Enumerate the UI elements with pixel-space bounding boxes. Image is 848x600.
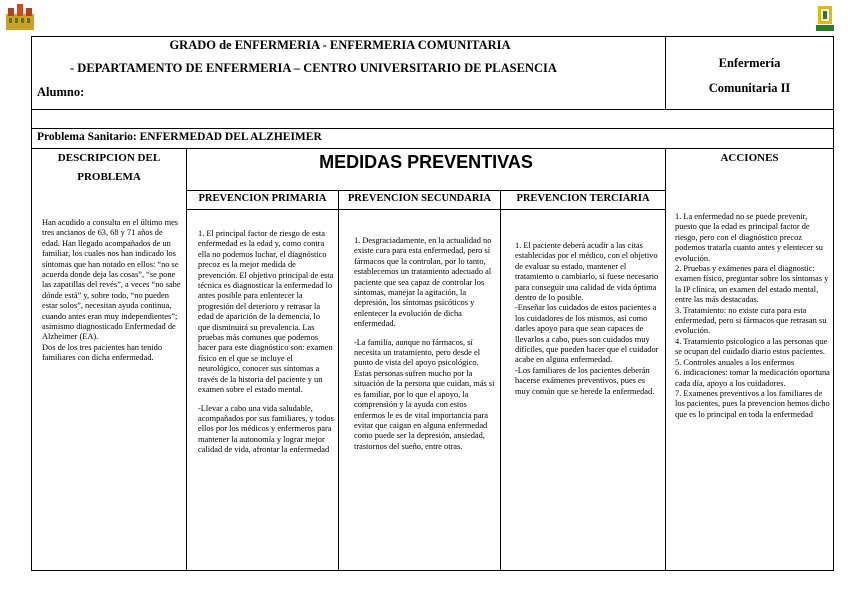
- secundaria-heading: PREVENCION SECUNDARIA: [347, 193, 492, 204]
- descripcion-heading-1: DESCRIPCION DEL: [57, 152, 161, 164]
- terciaria-paragraph-3: -Los familiares de los pacientes deberán hacerse exámenes preventivos, pues es muy común que se herede la enfermedad.: [515, 365, 655, 396]
- uex-logo: [816, 6, 834, 32]
- secundaria-paragraph-2: -La familia, aunque no fármacos, sí necesita un tratamiento, pero desde el punto de vista del apoyo psicológico. Estas personas sufren mucho por la situación de la persona que cuidan, más si es familiar, por lo que el apoyo, la comprensión y la ayuda con estos enfermos le es de vital importancia para evitar que caigan en alguna enfermedad como puede ser la depresión, ansiedad, trastornos del sueño, entre otras.: [354, 337, 495, 451]
- descripcion-heading-2: PROBLEMA: [77, 171, 141, 183]
- terciaria-body: [515, 241, 661, 403]
- acciones-item-4: 4. Tratamiento psicologico a las personas que se ocupan del cuidado diario estos pacientes.: [675, 336, 828, 357]
- terciaria-paragraph-1: 1. El paciente deberá acudir a las citas establecidas por el médico, con el objetivo de evaluar su estado, mantener el tratamiento o cambiarlo, si fuese necesario para conseguir una calidad de vida óptima dentro de lo posible.: [515, 241, 659, 303]
- acciones-body: [675, 212, 830, 420]
- subject-line-1: Enfermería: [718, 56, 781, 70]
- alumno-label: Alumno:: [37, 85, 85, 99]
- acciones-item-6: 6. indicaciones: tomar la medicación oportuna cada día, apoyo a los cuidadores.: [675, 368, 830, 388]
- descripcion-paragraph-1: Han acudido a consulta en el último mes tres ancianos de 63, 68 y 71 años de edad. Han llegado acompañados de un familiar, los cuales nos han indicado los síntomas que han notado en ellos: “no se acuerda donde deja las cosas”, “se pone las zapatillas del revés”, a veces “no sabe dónde está” y, sobre todo, “no pueden estar solos”, necesitan ayuda continua, cuando antes eran muy independientes”; asimismo diagnosticado Enfermedad de Alzheimer (EA).: [42, 218, 181, 342]
- terciaria-heading: PREVENCION TERCIARIA: [516, 193, 650, 204]
- acciones-item-7: 7. Examenes preventivos a los familiares de los pacientes, pues la prevencion hemos dicho que es lo principal en toda la enfermedad: [675, 388, 830, 419]
- subject-line-2: Comunitaria II: [708, 81, 791, 95]
- descripcion-paragraph-2: Dos de los tres pacientes han tenido familiares con dicha enfermedad.: [42, 342, 163, 363]
- primaria-paragraph-1: 1. El principal factor de riesgo de esta enfermedad es la edad y, como contra ella no podemos luchar, el diagnóstico precoz es la mejor medida de prevención. El objetivo principal de esta técnica es diagnosticar la enfermedad lo antes posible para enlentecer la progresión del deterioro y retrasar la edad de aparición de la demencia, lo que disminuirá su prevalencia. Las pruebas más comunes que podemos hacer para este diagnóstico son: examen físico en el que se incluye el neurológico, conocer sus síntomas a través de la historia del paciente y un examen sobre el estado mental.: [198, 229, 334, 395]
- primaria-body: [198, 229, 334, 462]
- primaria-paragraph-2: -Llevar a cabo una vida saludable, acompañados por sus familiares, y todos ellos por los médicos y enfermeros para mantener la autonomía y lograr mejor calidad de vida, afrontar la enfermedad: [198, 403, 334, 455]
- acciones-item-3: 3. Tratamiento: no existe cura para esta enfermedad, pero si fármacos que retrasan su evolución.: [675, 305, 827, 336]
- secundaria-paragraph-1: 1. Desgraciadamente, en la actualidad no existe cura para esta enfermedad, pero sí fármacos que la controlan, por lo tanto, establecemos un tratamiento adecuado al paciente que sea capaz de controlar los síntomas, manejar la agitación, la depresión, los síntomas psicóticos y enlentecer la evolución de dicha enfermedad.: [354, 236, 492, 329]
- descripcion-body: [42, 218, 182, 370]
- primaria-heading: PREVENCION PRIMARIA: [198, 193, 327, 204]
- medidas-heading: MEDIDAS PREVENTIVAS: [319, 152, 533, 172]
- secundaria-body: [354, 236, 496, 458]
- acciones-item-5: 5. Controles anuales a los enfermos: [675, 357, 795, 367]
- title-line-2: - DEPARTAMENTO DE ENFERMERIA – CENTRO UNIVERSITARIO DE PLASENCIA: [70, 61, 557, 75]
- acciones-item-2: 2. Pruebas y exámenes para el diagnostic: examen físico, preguntar sobre los síntomas y la IP clínica, un examen del estado mental, entre las más destacadas.: [675, 264, 829, 305]
- problem-label: Problema Sanitario: ENFERMEDAD DEL ALZHEIMER: [37, 131, 322, 143]
- university-logo: [6, 4, 34, 30]
- acciones-item-1: 1. La enfermedad no se puede prevenir, puesto que la edad es principal factor de riesgo, pero con el diagnóstico precoz podemos tratarla cuanto antes y elentecer su evolución.: [675, 212, 823, 263]
- title-line-1: GRADO de ENFERMERIA - ENFERMERIA COMUNITARIA: [169, 38, 511, 52]
- terciaria-paragraph-2: -Enseñar los cuidados de estos pacientes a los cuidadores de los mismos, así como darles apoyo para que sean capaces de llevarlos a cabo, pues son cuidados muy difíciles, que pueden hacer que el cuidador acabe en alguna enfermedad.: [515, 303, 659, 365]
- acciones-heading: ACCIONES: [720, 152, 779, 164]
